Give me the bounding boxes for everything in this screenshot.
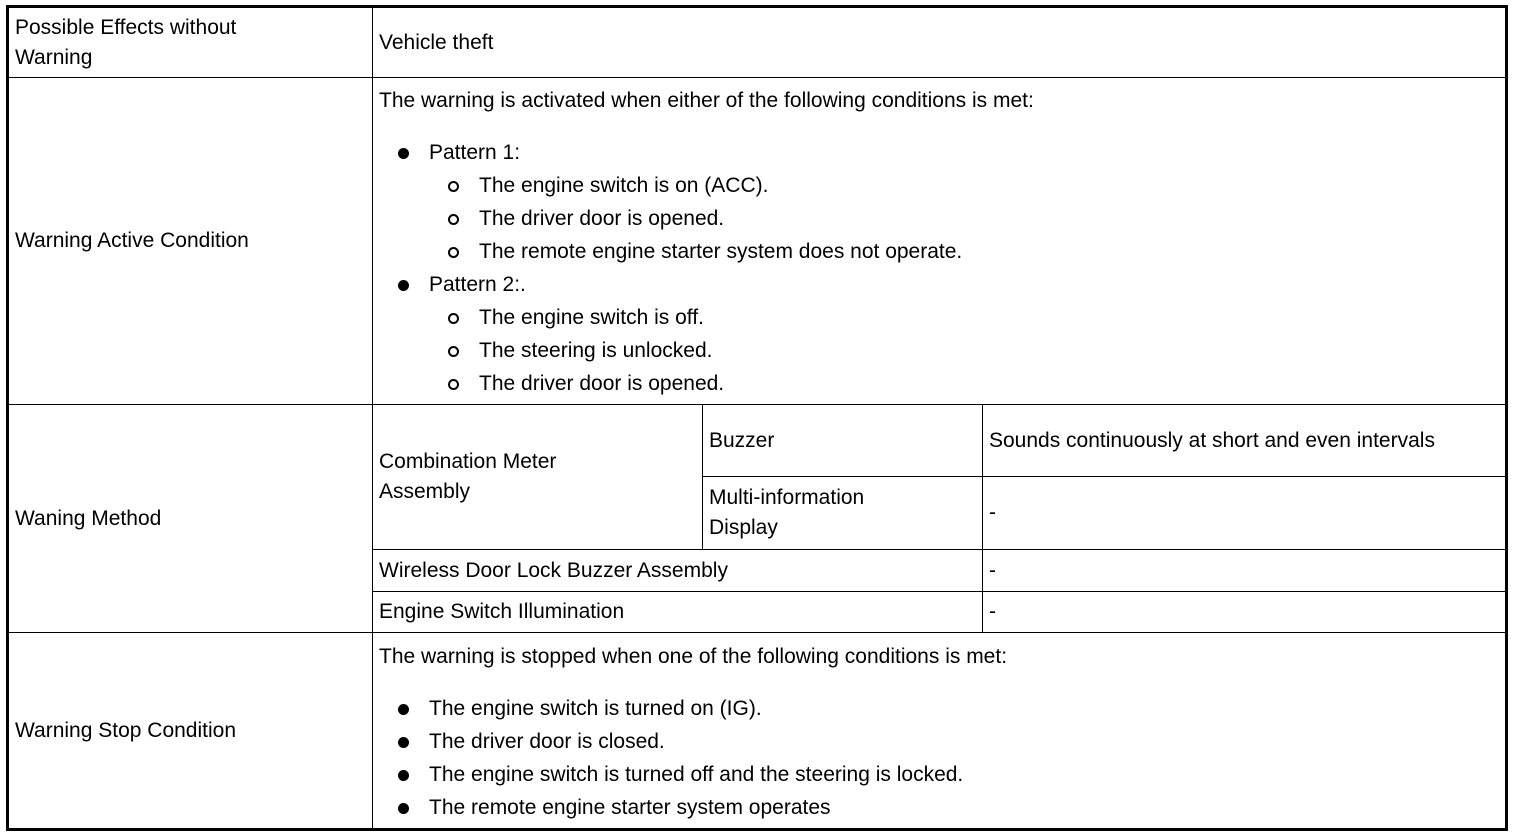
active-label: Warning Active Condition	[15, 229, 249, 252]
condition-item: The driver door is opened.	[429, 202, 1499, 235]
mid-label: Multi-information Display	[709, 486, 865, 539]
stop-label-cell	[9, 633, 373, 828]
mid-value-cell	[983, 477, 1505, 550]
wireless-value-cell	[983, 550, 1505, 592]
effects-label: Possible Effects without Warning	[15, 15, 237, 69]
condition-list	[429, 301, 1499, 400]
stop-condition-item: The engine switch is turned off and the steering is locked.	[379, 758, 1499, 791]
condition-item: The steering is unlocked.	[429, 334, 1499, 367]
illumination-value: -	[989, 600, 996, 623]
combination-meter-label: Combination Meter Assembly	[379, 450, 557, 503]
buzzer-cell	[703, 405, 983, 477]
illumination-label: Engine Switch Illumination	[379, 600, 625, 623]
illumination-value-cell	[983, 592, 1505, 633]
method-label: Waning Method	[15, 506, 162, 530]
condition-item: The engine switch is off.	[429, 301, 1499, 334]
stop-condition-item: The driver door is closed.	[379, 725, 1499, 758]
active-label-cell	[9, 78, 373, 405]
buzzer-value: Sounds continuously at short and even intervals	[989, 428, 1435, 452]
stop-label: Warning Stop Condition	[15, 718, 237, 742]
pattern-title: Pattern 2:.	[429, 273, 526, 296]
stop-intro: The warning is stopped when one of the following conditions is met:	[379, 645, 1008, 668]
buzzer-value-cell	[983, 405, 1505, 477]
pattern-item	[379, 268, 1499, 400]
effects-label-cell	[9, 8, 373, 78]
buzzer-label: Buzzer	[709, 428, 775, 452]
stop-condition-item: The engine switch is turned on (IG).	[379, 692, 1499, 725]
stop-value-cell	[373, 633, 1505, 828]
mid-cell	[703, 477, 983, 550]
active-intro: The warning is activated when either of the following conditions is met:	[379, 89, 1034, 112]
pattern-list	[379, 136, 1499, 400]
effects-value-cell	[373, 8, 1505, 78]
combination-meter-cell	[373, 405, 703, 550]
effects-value: Vehicle theft	[379, 30, 494, 54]
illumination-cell	[373, 592, 983, 633]
stop-condition-list	[379, 692, 1499, 824]
pattern-item	[379, 136, 1499, 268]
warning-table	[6, 5, 1508, 831]
condition-item: The driver door is opened.	[429, 367, 1499, 400]
stop-condition-item: The remote engine starter system operates	[379, 791, 1499, 824]
method-label-cell	[9, 405, 373, 633]
pattern-title: Pattern 1:	[429, 141, 521, 164]
wireless-cell	[373, 550, 983, 592]
mid-value: -	[989, 501, 996, 524]
wireless-label: Wireless Door Lock Buzzer Assembly	[379, 558, 728, 582]
wireless-value: -	[989, 558, 996, 582]
active-value-cell	[373, 78, 1505, 405]
condition-item: The remote engine starter system does not operate.	[429, 235, 1499, 268]
condition-item: The engine switch is on (ACC).	[429, 169, 1499, 202]
condition-list	[429, 169, 1499, 268]
